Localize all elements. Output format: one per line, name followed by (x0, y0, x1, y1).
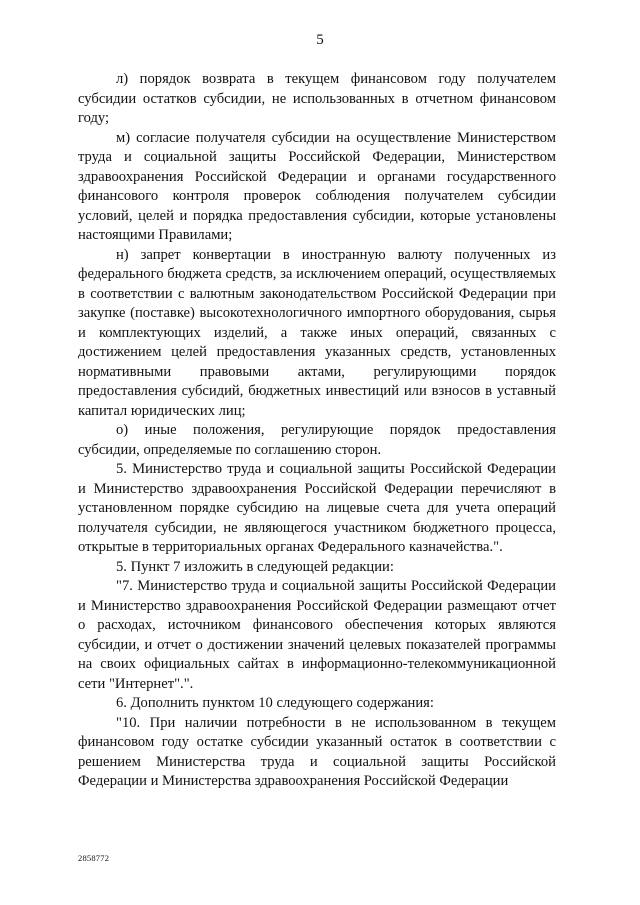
paragraph-item-7: "7. Министерство труда и социальной защиты Российской Федерации и Министерство здравоохранения Российской Федерации размещают отчет о расходах, источником финансового обеспечения которых являются субсидии, и отчет о достижении значений целевых показателей программы на своих официальных сайтах в информационно-телекоммуникационной сети "Интернет".". (78, 578, 556, 692)
paragraph-m: м) согласие получателя субсидии на осуществление Министерством труда и социальной защиты Российской Федерации, Министерством здравоохранения Российской Федерации и органами государственного финансового контроля проверок соблюдения получателем субсидии условий, целей и порядка предоставления субсидии, которые установлены настоящими Правилами; (78, 129, 556, 243)
document-body (78, 70, 556, 792)
paragraph-item-10: "10. При наличии потребности в не использованном в текущем финансовом году остатке субсидии указанный остаток в соответствии с решением Министерства труда и социальной защиты Российской Федерации и Министерства здравоохранения Российской Федерации (78, 714, 556, 789)
page-number: 5 (316, 32, 324, 48)
paragraph-item-5-transfer: 5. Министерство труда и социальной защиты Российской Федерации и Министерство здравоохранения Российской Федерации перечисляют в установленном порядке субсидию на лицевые счета для учета операций получателя субсидии, не являющегося участником бюджетного процесса, открытые в территориальных органах Федерального казначейства.". (78, 461, 556, 555)
paragraph-amend-6: 6. Дополнить пунктом 10 следующего содержания: (116, 695, 434, 711)
paragraph-amend-5: 5. Пункт 7 изложить в следующей редакции: (116, 558, 394, 575)
paragraph-n: н) запрет конвертации в иностранную валюту полученных из федерального бюджета средств, за исключением операций, осуществляемых в соответствии с валютным законодательством Российской Федерации при закупке (поставке) высокотехнологичного импортного оборудования, сырья и комплектующих изделий, а также иных операций, связанных с достижением целей предоставления указанных средств, установленных нормативными правовыми актами, регулирующими порядок предоставления субсидий, бюджетных инвестиций или взносов в уставный капитал юридических лиц; (78, 246, 556, 419)
paragraph-l: л) порядок возврата в текущем финансовом году получателем субсидии остатков субсидии, не использованных в отчетном финансовом году; (78, 71, 556, 126)
document-id: 2858772 (78, 853, 110, 863)
paragraph-o: о) иные положения, регулирующие порядок предоставления субсидии, определяемые по соглашению сторон. (78, 422, 556, 458)
